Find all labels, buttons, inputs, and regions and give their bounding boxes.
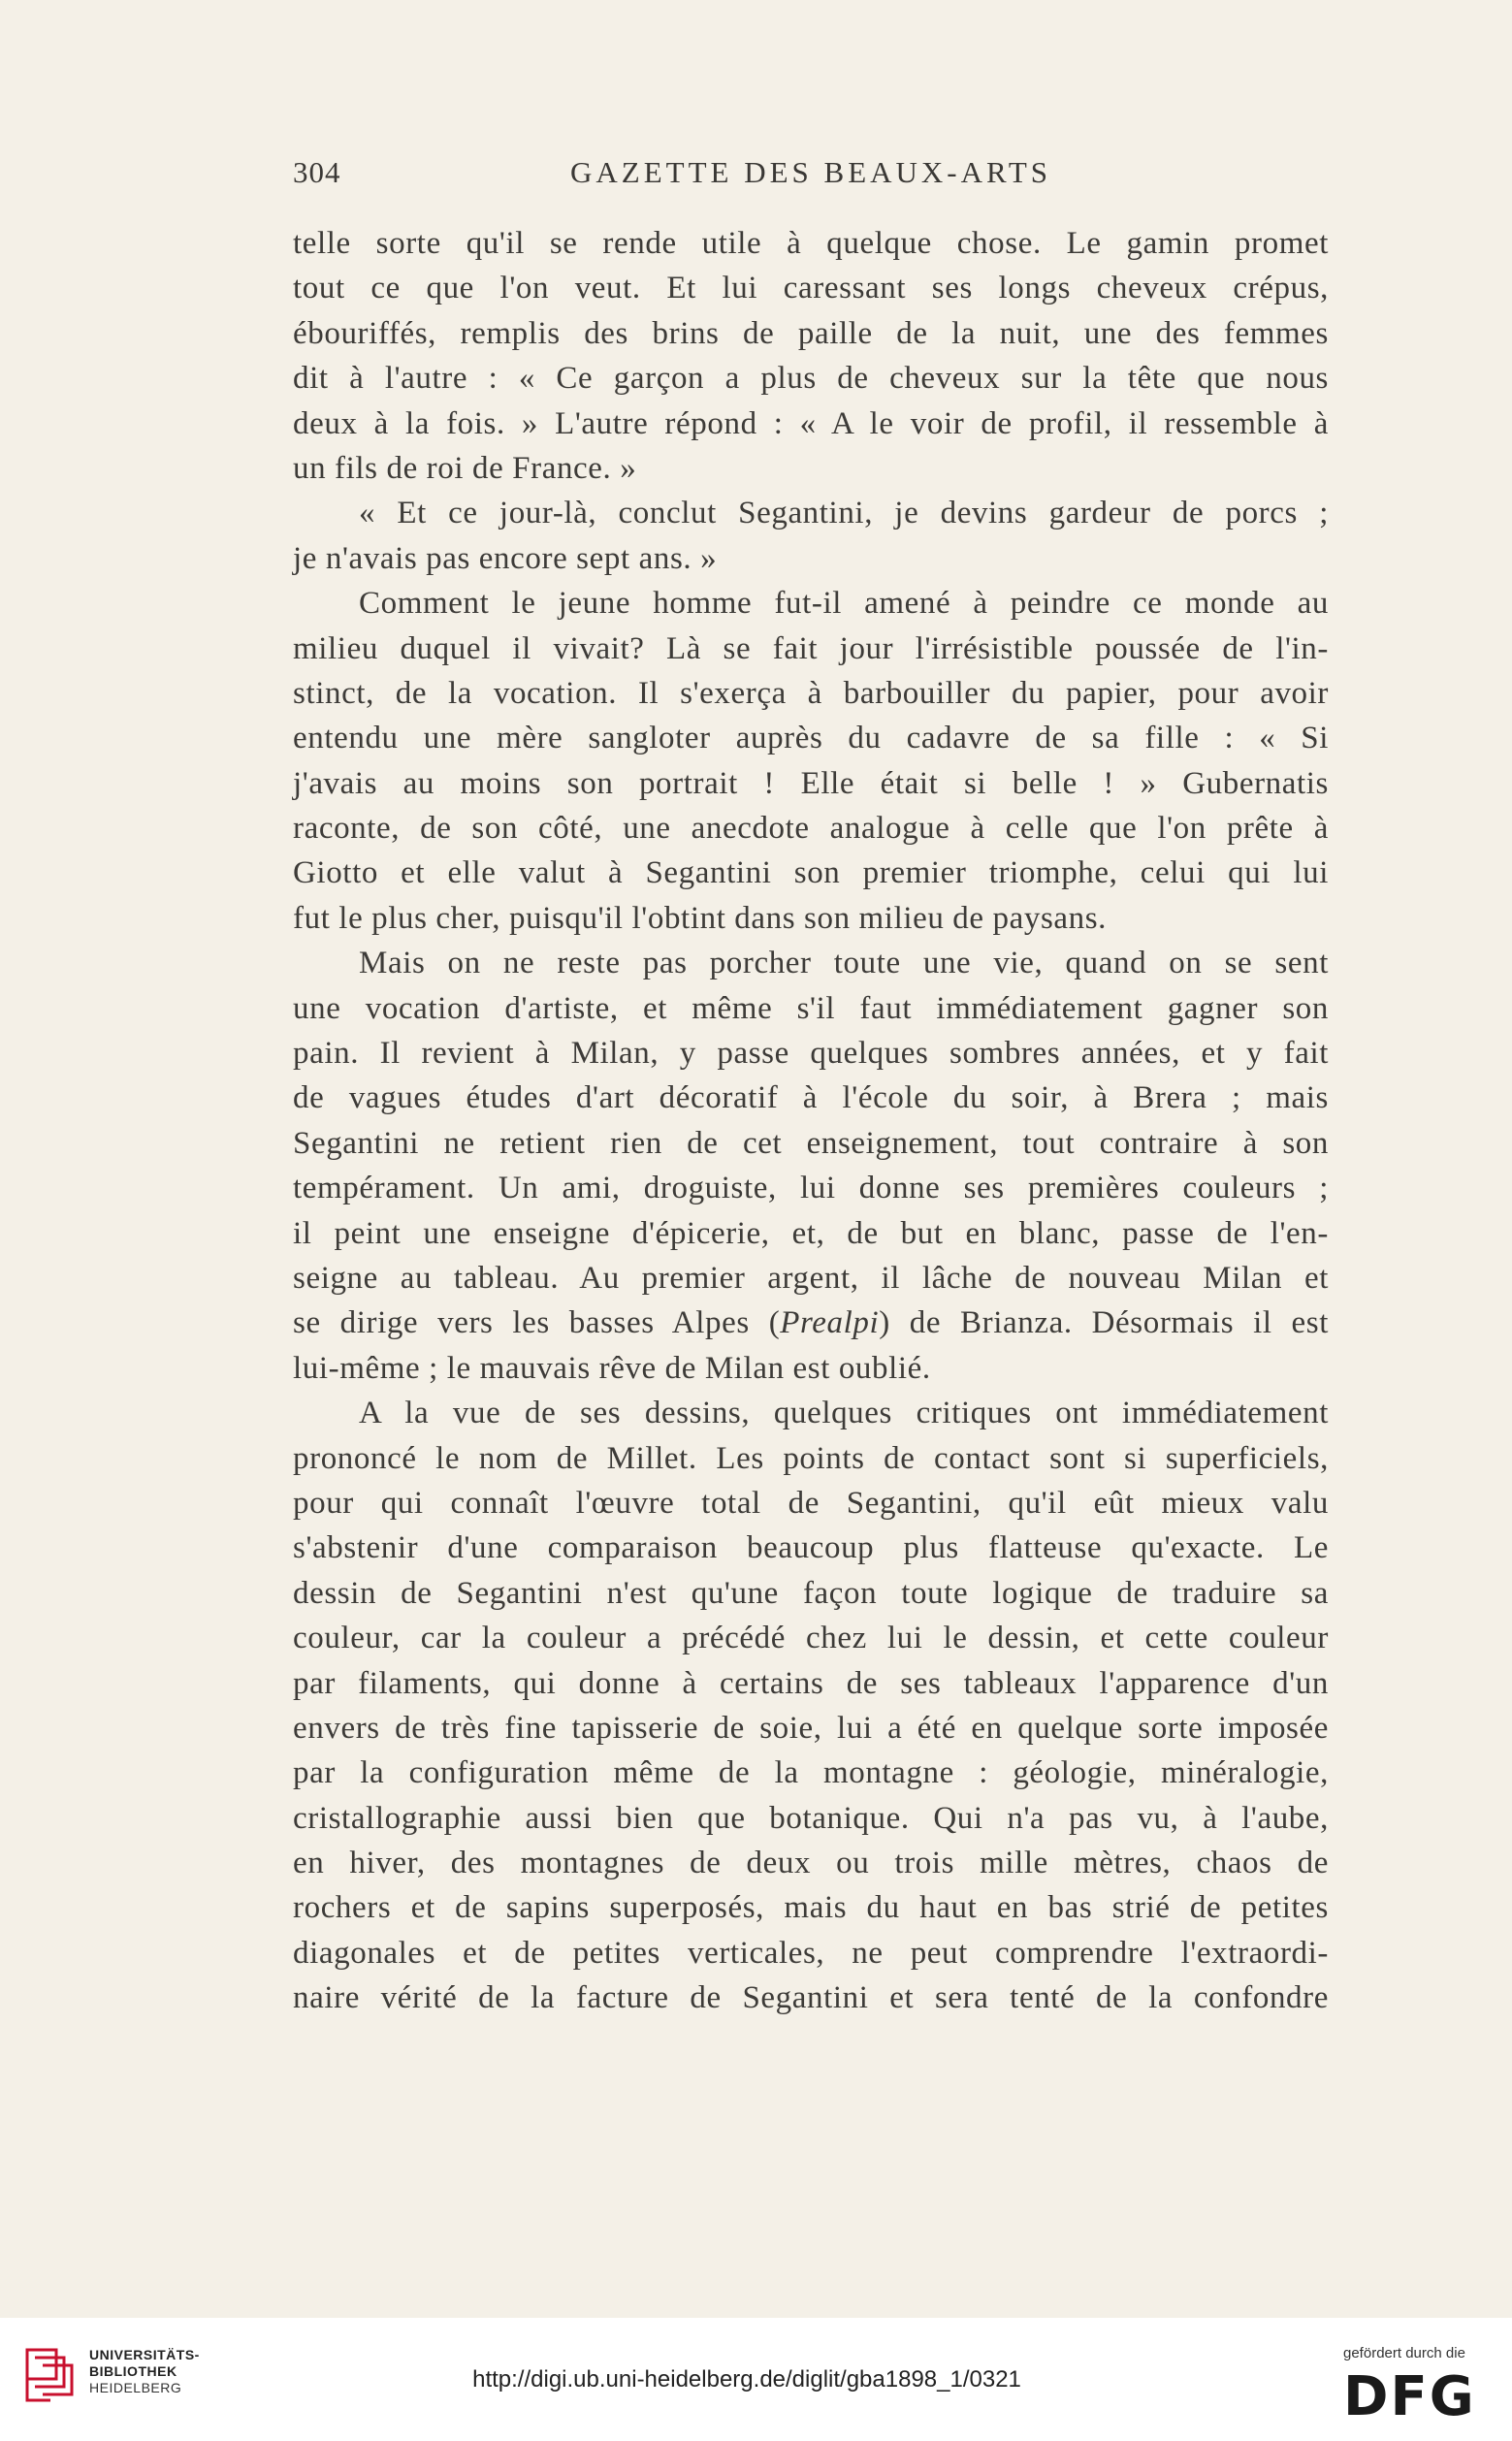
- text-line-content: lui-même ; le mauvais rêve de Milan est oublié.: [293, 1350, 931, 1386]
- library-name-line-3: HEIDELBERG: [89, 2380, 182, 2395]
- text-line: [293, 1661, 1329, 1706]
- text-line-content: diagonales et de petites verticales, ne peut comprendre l'extraordi-: [293, 1935, 1329, 1971]
- text-line: [293, 716, 1329, 760]
- text-line: [293, 1076, 1329, 1120]
- text-line-content: couleur, car la couleur a précédé chez lui le dessin, et cette couleur: [293, 1621, 1329, 1656]
- running-head: [293, 155, 1331, 194]
- text-line-content: « Et ce jour-là, conclut Segantini, je devins gardeur de porcs ;: [359, 496, 1329, 531]
- text-line: [293, 581, 1329, 626]
- text-line: [293, 1436, 1329, 1481]
- text-line: [293, 1931, 1329, 1975]
- text-line-content: seigne au tableau. Au premier argent, il lâche de nouveau Milan et: [293, 1260, 1329, 1296]
- text-line-content: dessin de Segantini n'est qu'une façon toute logique de traduire sa: [293, 1575, 1329, 1611]
- text-line-content: de vagues études d'art décoratif à l'école du soir, à Brera ; mais: [293, 1080, 1329, 1116]
- text-line-content: Comment le jeune homme fut-il amené à peindre ce monde au: [359, 586, 1329, 622]
- text-line-content: entendu une mère sangloter auprès du cadavre de sa fille : « Si: [293, 721, 1329, 756]
- text-line: [293, 536, 1329, 581]
- text-line-content: naire vérité de la facture de Segantini et sera tenté de la confondre: [293, 1980, 1329, 2016]
- text-line-content: tempérament. Un ami, droguiste, lui donne ses premières couleurs ;: [293, 1171, 1329, 1206]
- text-line-content: raconte, de son côté, une anecdote analogue à celle que l'on prête à: [293, 811, 1329, 847]
- text-line-content: milieu duquel il vivait? Là se fait jour l'irrésistible poussée de l'in-: [293, 630, 1329, 666]
- text-line: [293, 761, 1329, 806]
- text-line: [293, 266, 1329, 310]
- text-line: [293, 941, 1329, 985]
- text-line-content: un fils de roi de France. »: [293, 450, 637, 486]
- text-line-content: se dirige vers les basses Alpes (: [293, 1305, 781, 1341]
- text-line: [293, 311, 1329, 356]
- text-line: [293, 671, 1329, 716]
- text-line: [293, 1975, 1329, 2020]
- text-line: [293, 1750, 1329, 1795]
- text-line: [293, 491, 1329, 535]
- text-line: [293, 1571, 1329, 1616]
- text-line: [293, 1121, 1329, 1166]
- text-line: [293, 356, 1329, 401]
- text-line-content: Giotto et elle valut à Segantini son premier triomphe, celui qui lui: [293, 855, 1329, 891]
- library-name: [89, 2347, 200, 2396]
- dfg-logo: DFG: [1343, 2365, 1476, 2428]
- text-line-content: Mais on ne reste pas porcher toute une vie, quand on se sent: [359, 946, 1329, 981]
- text-line: [293, 1841, 1329, 1885]
- text-line: [293, 1166, 1329, 1210]
- body-text: [293, 221, 1329, 2021]
- text-line-content: pour qui connaît l'œuvre total de Segantini, qu'il eût mieux valu: [293, 1485, 1329, 1521]
- text-line: [293, 986, 1329, 1031]
- text-line: [293, 1481, 1329, 1526]
- text-line: [293, 626, 1329, 671]
- text-line-content: je n'avais pas encore sept ans. »: [293, 540, 718, 576]
- text-line: [293, 1616, 1329, 1660]
- text-line: [293, 1301, 1329, 1345]
- text-line-content: j'avais au moins son portrait ! Elle était si belle ! » Gubernatis: [293, 765, 1329, 801]
- text-line-content: s'abstenir d'une comparaison beaucoup plus flatteuse qu'exacte. Le: [293, 1530, 1329, 1566]
- text-line: [293, 401, 1329, 446]
- text-line-content: A la vue de ses dessins, quelques critiques ont immédiatement: [359, 1396, 1329, 1431]
- text-line: [293, 1391, 1329, 1435]
- text-line: [293, 1706, 1329, 1750]
- text-line-content: pain. Il revient à Milan, y passe quelques sombres années, et y fait: [293, 1036, 1329, 1072]
- text-line: [293, 1346, 1329, 1391]
- text-line-content: fut le plus cher, puisqu'il l'obtint dans son milieu de paysans.: [293, 900, 1108, 936]
- permalink-url[interactable]: http://digi.ub.uni-heidelberg.de/diglit/gba1898_1/0321: [472, 2366, 1021, 2393]
- text-line: [293, 1031, 1329, 1076]
- text-line: [293, 1211, 1329, 1256]
- text-line-content: une vocation d'artiste, et même s'il faut immédiatement gagner son: [293, 990, 1329, 1026]
- text-line-content: dit à l'autre : « Ce garçon a plus de cheveux sur la tête que nous: [293, 361, 1329, 397]
- funding-caption: gefördert durch die: [1343, 2345, 1465, 2361]
- text-line-content: stinct, de la vocation. Il s'exerça à barbouiller du papier, pour avoir: [293, 675, 1329, 711]
- university-library-logo-icon: [17, 2342, 80, 2408]
- text-line-content: Segantini ne retient rien de cet enseignement, tout contraire à son: [293, 1125, 1329, 1161]
- text-line: [293, 1885, 1329, 1930]
- italic-term: Prealpi: [780, 1305, 880, 1341]
- library-name-line-2: BIBLIOTHEK: [89, 2363, 177, 2379]
- text-line-content: cristallographie aussi bien que botanique. Qui n'a pas vu, à l'aube,: [293, 1800, 1329, 1836]
- text-line: [293, 806, 1329, 851]
- library-name-line-1: UNIVERSITÄTS-: [89, 2347, 200, 2362]
- text-line-content: deux à la fois. » L'autre répond : « A le voir de profil, il ressemble à: [293, 405, 1329, 441]
- text-line-content: prononcé le nom de Millet. Les points de contact sont si superficiels,: [293, 1440, 1329, 1476]
- text-line-content: rochers et de sapins superposés, mais du haut en bas strié de petites: [293, 1890, 1329, 1926]
- text-line: [293, 1796, 1329, 1841]
- text-line-content: par filaments, qui donne à certains de ses tableaux l'apparence d'un: [293, 1665, 1329, 1701]
- text-line: [293, 1256, 1329, 1301]
- text-line-content: ébouriffés, remplis des brins de paille de la nuit, une des femmes: [293, 315, 1329, 351]
- text-line: [293, 446, 1329, 491]
- text-line-continuation: ) de Brianza. Désormais il est: [879, 1305, 1329, 1341]
- page-number: 304: [293, 155, 341, 189]
- footer-bar: [0, 2318, 1512, 2441]
- text-line: [293, 851, 1329, 895]
- text-line: [293, 1526, 1329, 1570]
- journal-title: GAZETTE DES BEAUX-ARTS: [570, 155, 1051, 189]
- text-line-content: tout ce que l'on veut. Et lui caressant ses longs cheveux crépus,: [293, 271, 1329, 306]
- text-line: [293, 221, 1329, 266]
- text-line-content: en hiver, des montagnes de deux ou trois mille mètres, chaos de: [293, 1846, 1329, 1881]
- text-line: [293, 896, 1329, 941]
- text-line-content: telle sorte qu'il se rende utile à quelque chose. Le gamin promet: [293, 226, 1329, 261]
- text-line-content: envers de très fine tapisserie de soie, lui a été en quelque sorte imposée: [293, 1710, 1329, 1746]
- text-line-content: par la configuration même de la montagne : géologie, minéralogie,: [293, 1755, 1329, 1791]
- text-line-content: il peint une enseigne d'épicerie, et, de but en blanc, passe de l'en-: [293, 1215, 1329, 1251]
